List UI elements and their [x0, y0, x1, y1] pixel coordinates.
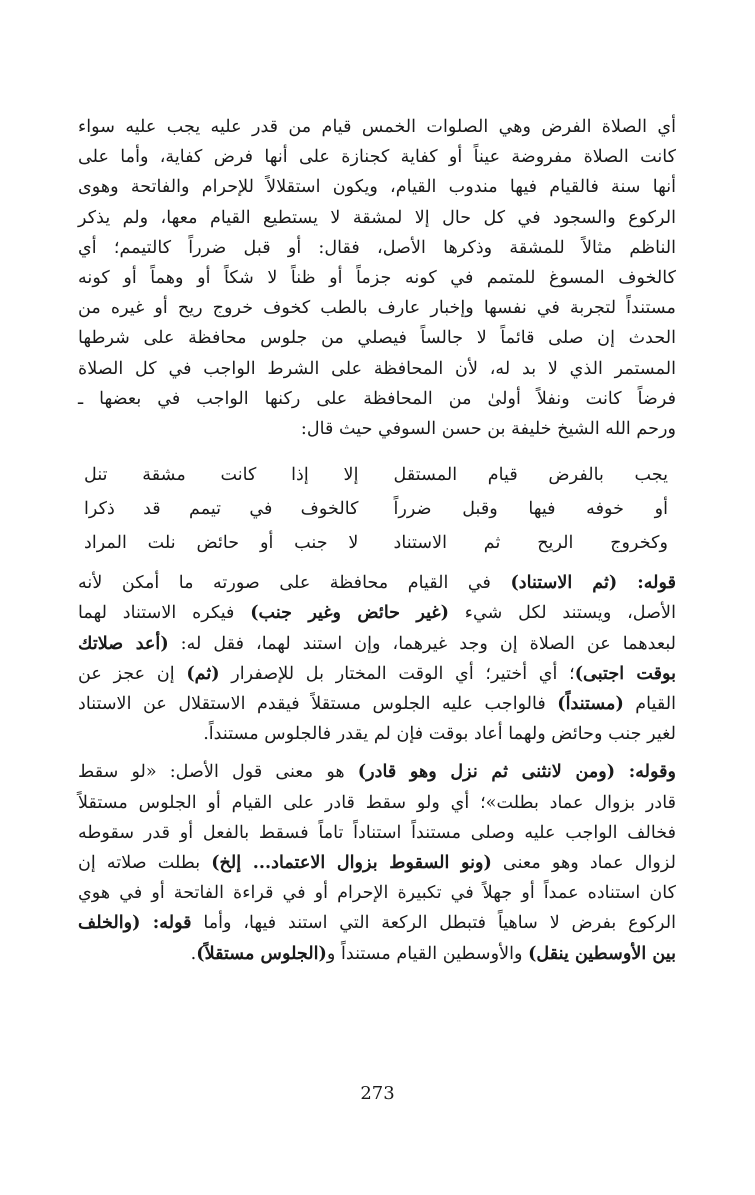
verse-first-hemistich: يجب بالفرض قيام المستقل — [393, 465, 668, 486]
paragraph-2 — [78, 568, 676, 749]
text-line: أنها سنة فالقيام فيها مندوب القيام، ويكون استقلالاً للإحرام والفاتحة وهوى — [78, 177, 676, 198]
poem-verse — [78, 492, 676, 526]
paragraph-3 — [78, 757, 676, 968]
text-line: فرضاً كانت ونفلاً أولىٰ من المحافظة على ركنها الواجب في بعضها ـ — [78, 388, 676, 409]
text-line — [78, 629, 676, 659]
poem-verse — [78, 526, 676, 560]
paragraph-1 — [78, 112, 676, 444]
text-segment: فالواجب عليه الجلوس مستقلاً فيقدم الاستقلال عن الاستناد — [78, 694, 558, 715]
bold-quote-segment: (ثم الاستناد) — [510, 572, 618, 594]
text-line — [78, 878, 676, 908]
poem-verse — [78, 458, 676, 492]
page-number: 273 — [360, 1083, 395, 1104]
text-segment: بطلت صلاته إن — [78, 853, 212, 874]
bold-quote-segment: وقوله: — [615, 761, 676, 783]
text-line: الركوع والسجود في كل حال إلا لمشقة لا يستطيع القيام معها، ولم يذكر — [78, 207, 676, 228]
bold-quote-segment: قوله: (والخلف — [78, 912, 192, 934]
text-line — [78, 719, 676, 749]
text-line: الناظم مثالاً للمشقة وذكرها الأصل، فقال: أو قبل ضرراً كالتيمم؛ أي — [78, 237, 676, 258]
verse-second-hemistich: لا جنب أو حائض نلت المراد — [84, 533, 359, 554]
bold-quote-segment: (ومن لانثنى ثم نزل وهو قادر) — [357, 761, 616, 783]
text-line — [78, 757, 676, 787]
text-line — [78, 848, 676, 878]
text-segment: فيكره الاستناد لهما — [78, 603, 251, 624]
text-segment: فخالف الواجب عليه وصلى مستنداً استناداً تاماً فسقط بالفعل أو قدر سقوطه — [78, 822, 676, 843]
bold-quote-segment: (الجلوس مستقلاً) — [196, 942, 327, 964]
text-segment: في القيام محافظة على صورته ما أمكن لأنه — [78, 573, 511, 594]
bold-quote-segment: (أعد صلاتك — [78, 632, 169, 654]
text-line: ورحم الله الشيخ خليفة بن حسن السوفي حيث قال: — [300, 419, 676, 440]
bold-quote-segment: بين الأوسطين ينقل) — [528, 942, 676, 964]
bold-quote-segment: بوقت اجتبى) — [574, 662, 677, 684]
text-segment: لغير جنب وحائض ولهما أعاد بوقت فإن لم يقدر فالجلوس مستنداً. — [203, 724, 676, 745]
text-line — [78, 818, 676, 848]
text-line — [78, 788, 676, 818]
text-line: المستمر الذي لا بد له، لأن المحافظة على الشرط الواجب في كل الصلاة — [78, 358, 676, 379]
text-segment: إن عجز عن — [78, 663, 187, 684]
text-segment: الركوع بفرض لا ساهياً فتبطل الركعة التي استند فيها، وأما — [191, 913, 676, 934]
bold-quote-segment: (غير حائض وغير جنب) — [250, 602, 449, 624]
text-segment: لزوال عماد وهو معنى — [491, 853, 676, 874]
text-segment: كان استناده عمداً أو جهلاً في تكبيرة الإحرام أو في قراءة الفاتحة أو في هوي — [78, 883, 676, 904]
text-segment: قادر بزوال عماد بطلت»؛ أي ولو سقط قادر على القيام أو الجلوس مستقلاً — [78, 792, 676, 813]
bold-quote-segment: (مستنداً) — [557, 693, 624, 715]
text-segment: هو معنى قول الأصل: «لو سقط — [78, 762, 358, 783]
page-body — [78, 112, 676, 969]
bold-quote-segment: (ثم) — [186, 662, 220, 684]
poem-verses — [78, 458, 676, 560]
text-segment: والأوسطين القيام مستنداً و — [326, 943, 529, 964]
text-line — [78, 939, 676, 969]
verse-second-hemistich: كالخوف في تيمم قد ذكرا — [84, 499, 359, 520]
paragraph-gap — [78, 749, 676, 757]
text-segment: الأصل، ويستند لكل شيء — [448, 603, 676, 624]
text-line: كانت الصلاة مفروضة عيناً أو كفاية كجنازة على أنها فرض كفاية، وأما على — [78, 147, 676, 168]
text-line: الحدث إن صلى قائماً لا جالساً فيصلي من جلوس محافظة على شرطها — [78, 328, 676, 349]
text-line — [78, 689, 676, 719]
text-line — [78, 908, 676, 938]
text-line: كالخوف المسوغ للمتمم في كونه جزماً أو ظناً لا شكاً أو وهماً أو كونه — [78, 268, 676, 289]
text-segment: . — [190, 943, 197, 964]
text-line: مستنداً لتجربة في نفسها وإخبار عارف بالطب كخوف خروج ريح أو غيره من — [78, 298, 676, 319]
text-segment: ؛ أي أختير؛ أي الوقت المختار بل للإصفرار — [219, 663, 575, 684]
verse-second-hemistich: إلا إذا كانت مشقة تنل — [84, 465, 359, 486]
verse-first-hemistich: وكخروج الريح ثم الاستناد — [393, 533, 668, 554]
text-line — [78, 659, 676, 689]
text-line — [78, 598, 676, 628]
text-line: أي الصلاة الفرض وهي الصلوات الخمس قيام من قدر عليه يجب عليه سواء — [78, 117, 676, 137]
text-segment: لبعدهما عن الصلاة إن وجد غيرهما، وإن استند لهما، فقل له: — [168, 633, 677, 654]
text-line — [78, 568, 676, 598]
bold-quote-segment: (ونو السقوط بزوال الاعتماد... إلخ) — [211, 852, 492, 874]
verse-first-hemistich: أو خوفه فيها وقبل ضرراً — [393, 499, 668, 520]
text-segment: القيام — [623, 694, 676, 715]
bold-quote-segment: قوله: — [617, 572, 677, 594]
